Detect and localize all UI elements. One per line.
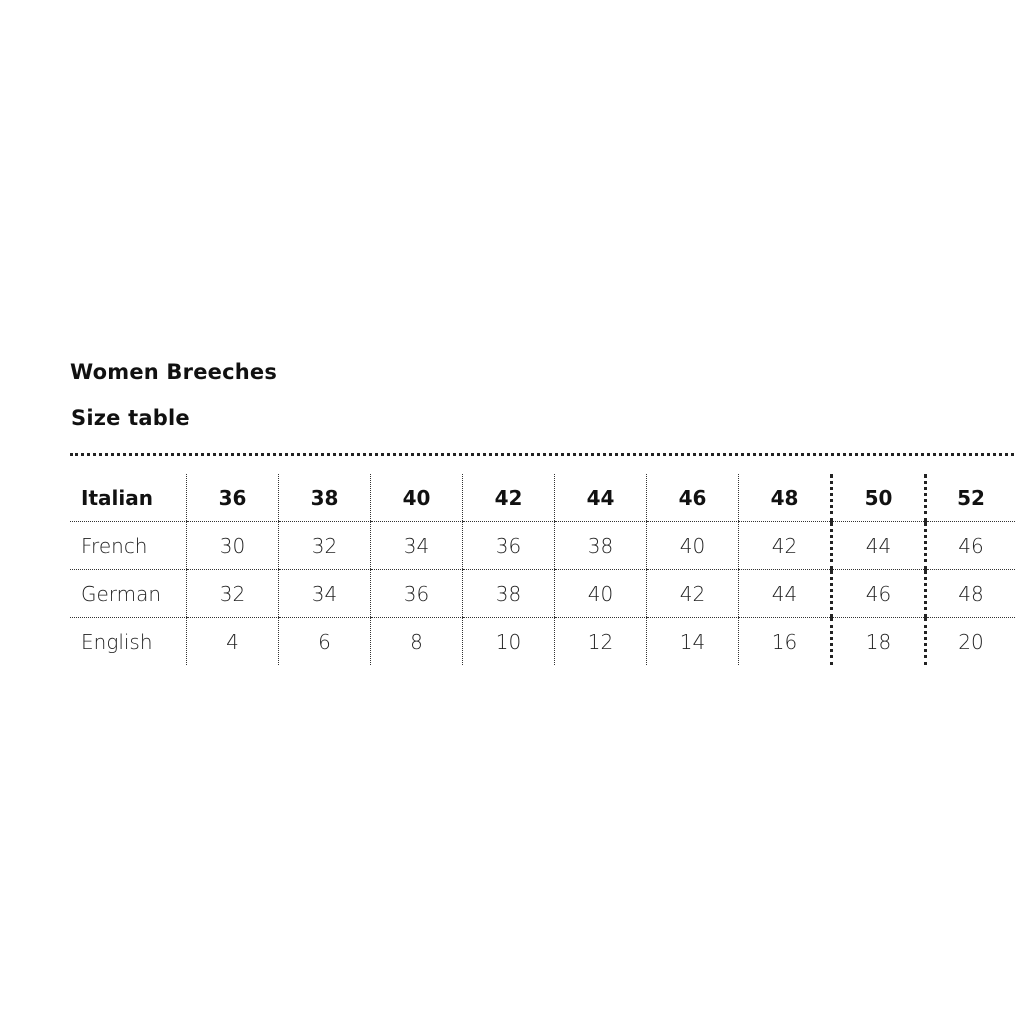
header-cell: 44 bbox=[555, 474, 647, 522]
table-cell: 18 bbox=[832, 618, 926, 666]
table-cell: 38 bbox=[555, 522, 647, 570]
table-cell: 44 bbox=[739, 570, 832, 618]
table-cell: 40 bbox=[555, 570, 647, 618]
table-cell: 8 bbox=[371, 618, 463, 666]
table-cell: 34 bbox=[279, 570, 371, 618]
table-cell: 6 bbox=[279, 618, 371, 666]
page-title: Women Breeches bbox=[70, 360, 278, 384]
table-cell: 36 bbox=[463, 522, 555, 570]
table-cell: 16 bbox=[739, 618, 832, 666]
table-row bbox=[70, 522, 1015, 570]
header-cell: 50 bbox=[832, 474, 926, 522]
header-cell: 46 bbox=[647, 474, 739, 522]
top-dotted-divider bbox=[70, 453, 1014, 456]
table-cell: 34 bbox=[371, 522, 463, 570]
table-cell: 20 bbox=[926, 618, 1016, 666]
table-cell: 32 bbox=[187, 570, 279, 618]
header-cell: 36 bbox=[187, 474, 279, 522]
size-table bbox=[70, 474, 1015, 665]
table-cell: 42 bbox=[739, 522, 832, 570]
table-cell: 46 bbox=[926, 522, 1016, 570]
header-cell: 42 bbox=[463, 474, 555, 522]
table-subtitle: Size table bbox=[71, 406, 190, 430]
table-cell: 42 bbox=[647, 570, 739, 618]
table-cell: 32 bbox=[279, 522, 371, 570]
table-cell: 14 bbox=[647, 618, 739, 666]
table-row bbox=[70, 618, 1015, 666]
table-cell: 40 bbox=[647, 522, 739, 570]
row-label-italian: Italian bbox=[70, 474, 187, 522]
table-cell: 4 bbox=[187, 618, 279, 666]
row-label-french: French bbox=[70, 522, 187, 570]
header-cell: 40 bbox=[371, 474, 463, 522]
header-cell: 48 bbox=[739, 474, 832, 522]
table-cell: 10 bbox=[463, 618, 555, 666]
row-label-german: German bbox=[70, 570, 187, 618]
header-cell: 38 bbox=[279, 474, 371, 522]
table-cell: 30 bbox=[187, 522, 279, 570]
table-cell: 44 bbox=[832, 522, 926, 570]
row-label-english: English bbox=[81, 629, 153, 654]
table-cell: 46 bbox=[832, 570, 926, 618]
table-cell: 38 bbox=[463, 570, 555, 618]
header-cell: 52 bbox=[926, 474, 1016, 522]
table-row bbox=[70, 570, 1015, 618]
table-cell: 36 bbox=[371, 570, 463, 618]
table-cell: 12 bbox=[555, 618, 647, 666]
table-header-row bbox=[70, 474, 1015, 522]
table-cell: 48 bbox=[926, 570, 1016, 618]
